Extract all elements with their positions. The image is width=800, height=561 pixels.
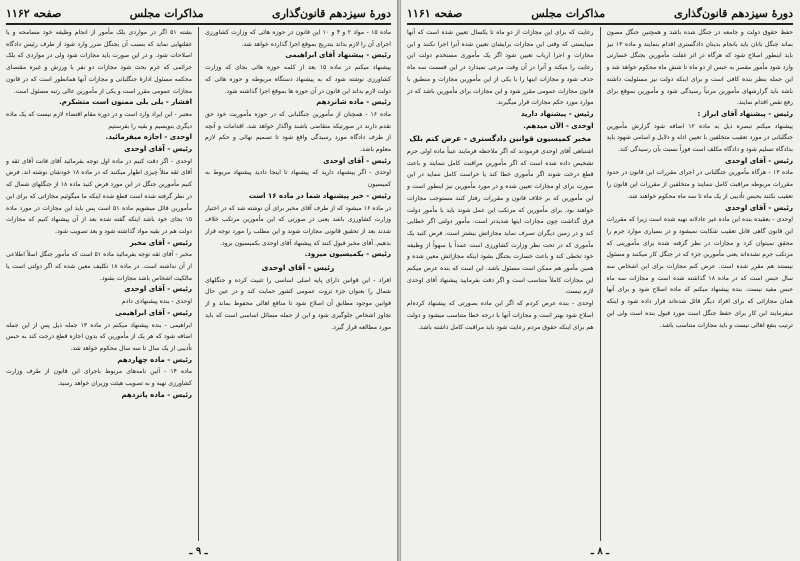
section-heading: مخبر کمیسیون قوانین دادگستری - عرض کنم بلک	[409, 134, 592, 144]
right-column-divider	[600, 27, 601, 541]
left-page-header	[6, 3, 391, 25]
left-columns	[6, 27, 391, 541]
speaker-line: رئیس - پیشنهاد آقای ابراز :	[697, 109, 793, 118]
speaker-line: رئیس - آقای اوحدی	[124, 145, 192, 154]
paragraph: در ماده ۱۶ میشود که از طرف آقای مخبر برای آن نوشته شد که در اختیار وزارت کشاورزی باشد یعنی در صورتی که این مأمورین مرتکب خلاف شدند بعد از تحقیق قانونی مجازات شوند و این مطلب را مورد توجه قرار بدهیم. آقای مخبر قبول کنند که پیشنهاد آقای اوحدی بکمیسیون برود.	[205, 204, 391, 247]
speaker-line: رئیس - بکمیسیون میرود.	[304, 250, 391, 259]
speaker-line: رئیس - ماده چهاردهم	[117, 355, 192, 364]
speaker-line: اوحدی - اجازه میفرمائید.	[105, 133, 192, 142]
right-column-left	[407, 27, 594, 541]
paragraph: اوحدی - اگر پیشنهاد دارید که پیشنهاد تا اینجا دادید پیشنهاد مربوط به کمیسیون	[205, 169, 391, 189]
right-columns	[407, 27, 793, 541]
paragraph: ماده ۱۴ - آئین نامه‌های مربوط باجرای این قانون از طرف وزارت کشاورزی تهیه و به تصویب هیئت وزیران خواهد رسید.	[6, 368, 192, 388]
paragraph: اوحدی - بعقیده بنده این ماده غیر عادلانه تهیه شده است زیرا که مقررات این قانون گاهی قابل تعقیب شکایت نمیشود و در بسیاری موارد جرم را محقق نمیتوان کرد و مجازات در نظر گرفته شده برای مأمورینی که مرتکب جرم نشده‌اند یعنی مأمورین جزء که در جنگل کار میکنند و مسئول نیستند هم مقرر شده است. عرض کنم مجازات برای این اشخاص سه سال حبس است که در ماده ۱۸ گذاشته شده است و مجازات سه ماه حبس مفید نیست. بنده پیشنهاد میکنم که ماده اصلاح شود و برای آنها همان مجازاتی که برای افراد دیگر قائل شده‌اند قرار داده شود و اینکه میفرمایند این کار برای حفظ جنگل است مورد قبول بنده است ولی این ترتیب بنفع اهالی نیست و باید مجازات متناسب باشد.	[606, 216, 793, 329]
paragraph: بشته ۵۱ اگر در مواردی بلک مأمور از انجام وظیفه خود مسامحه و یا غفلتهایی نماید که بسبب آن بجنگل ضرر وارد شود از طرف رئیس دادگاه اصلاحات شود. و در این صورت باید مجازات شود ولی در مواردی که بلک جرائمی که غرم بحث شود مجازات دو نفر با ورزش و غیره مقتصای محکمه مسئول ادارهٔ جنگلبانی و مجازات آنها همانطور است که در قانون مجازات عمومی مقرر است و یکی از مأمورین عالی رتبه مسئول است.	[6, 29, 192, 95]
left-page	[0, 0, 398, 561]
left-column-left	[6, 27, 192, 541]
paragraph: ابراهیمی - بنده پیشنهاد میکنم در ماده ۱۳ جمله ذیل پس از این جمله اضافه شود که هر یک از مأمورین که بدون اجازه قطع درخت کند به حبس تأدیبی از یک سال تا سه سال محکوم خواهد شد.	[6, 321, 192, 352]
right-page	[401, 0, 799, 561]
right-page-header	[407, 3, 793, 25]
right-column-right	[607, 27, 794, 541]
speaker-line: اوحدی - الآن میدهم.	[523, 121, 594, 130]
paragraph: اوحدی - بنده عرض کردم که اگر این ماده بصورتی که پیشنهاد کرده‌ام اصلاح شود بهتر است و مجازات آنها با درجه خطا متناسب میشود و دولت هم برای اینکه حقوق مردم رعایت شود باید مراقبت کامل داشته باشد.	[407, 300, 594, 331]
paragraph: ماده ۱۵ - مواد ۲ و ۴ و ۱۰ این قانون در حوزه هائی که وزارت کشاورزی اجرای آن را لازم بداند بتدریج بموقع اجرا گذارده خواهد شد.	[205, 29, 391, 48]
speaker-line: افشار - بلی بلی ممنون است متشکرم.	[59, 98, 192, 107]
paragraph: ماده ۱۶ - همچنان از مأمورین جنگلبانی که در حوزه مأموریت خود حق تقدم دارند در صورتیکه متقاضی باشند واگذار خواهد شد. اقدامات و آنچه از طرف دادگاه مورد رسیدگی واقع شود تا تصمیم نهائی و حکم لازم معلوم باشد.	[205, 110, 391, 154]
speaker-line: رئیس - پیشنهاد آقای ابراهیمی	[285, 51, 391, 60]
paragraph: اوحدی - اگر دقت کنیم در ماده اول توجه بفرمائید آقای قانت آقای ثقه و آقای ثقه مثلاً چیزی اظهار میکنند که در ماده ۱۸ خودشان نوشته اند. فرض کنیم مأمورین جنگل در این مورد فرض کنید ماده ۱۸ از جنگلهای شمال که در نظر گرفته شده است قطع شده اینکه ما میگوئیم مجازاتی که برای این مأمورین قائل میشویم ماده ۵۱ است پس باید این مجازات در مورد ماده ۱۵ بجای خود باشد اینکه گفته شده بعد از آن پیشنهاد کنیم که مجازات دولت هم در بقیه مواد گذاشته شود و بعد تصویب شود.	[6, 157, 192, 235]
right-center-title: مذاکرات مجلس	[531, 6, 606, 20]
left-column-divider	[198, 27, 199, 541]
speaker-line: رئیس - آقای ابراهیمی	[115, 308, 192, 317]
speaker-line: رئیس - آقای اوحدی	[725, 203, 793, 212]
left-running-title: دورهٔ سیزدهم قانون‌گذاری	[272, 6, 391, 20]
left-page-number: صفحه ۱۱۶۲	[6, 6, 62, 20]
paragraph: افراد - این قوانین دارای پایه اصلی اساسی را تثبیت کرده و جنگلهای شمال را بعنوان جزء ثروت عمومی کشور حمایت کند و در عین حال قوانین موجود مطابق آن اصلاح شود تا منافع اهالی محفوظ بماند و از تجاوز اشخاص جلوگیری شود و این از جمله مسائل اساسی است که باید مورد مطالعه قرار گیرد.	[205, 276, 391, 331]
left-column-right	[205, 27, 391, 541]
paragraph: مخبر - آقای ثقه توجه بفرمائید ماده ۵۱ است که مأمور جنگل اصلاً اطلاعی از آن نداشته است. در ماده ۱۸ تکلیف معین شده که اگر دولتی است یا مالکیت اشخاص باشد مجازات بشود.	[6, 251, 192, 282]
paragraph: پیشنهاد میکنم تبصره ذیل به ماده ۱۲ اضافه شود گزارش مأمورین جنگلبانی در مورد تعقیب متخلفین با تعیین ادله و دلایل و اسامی شهود باید بدادگاه تسلیم شود و دادگاه مکلف است فوراً نسبت بآن رسیدگی کند.	[606, 122, 793, 154]
paragraph: معتبر - این ایراد وارد است و در دوره مقام اقتضاء لازم نیست که یک ماده دیگری بنویسیم و بقیه را بفرستیم	[6, 110, 192, 130]
paragraph: اشتباهی آقای اوحدی فرمودند که اگر ملاحظه فرمایند عیناً ماده اولی جرم تشخیص داده شده است که اگر مأمورین مراقبت کامل ننمایند و باعث قطع درخت شوند اگر مأموری خطا کند یا حراست کامل ننماید در این صورت برای او مجازات تعیین شده و در مورد مأمورین نیز اینطور است و این مأمورین که بر خلاف قانون و مقررات رفتار کنند مستوجب مجازات خواهند بود. برای مأمورین که مرتکب این عمل شوند باید با مأمور دولت فرق گذاشت چون مجازات اینها شدیدتر است. مأمور دولتی اگر خطایی کند و در زمین دیگران تصرف نماید مجازاتش بیشتر است. فرض کنید یک مأموری که در تحت نظر وزارت کشاورزی است عمداً یا سهواً از وظیفه خود تخطی کند و باعث خسارت بجنگل بشود اینکه مجازاتش معین شده و همین مأمور هم ممکن است مسئول باشد. این است که بنده عرض میکنم این مجازات کاملاً متناسب است و اگر دقت بفرمایید پیشنهاد آقای اوحدی لازم نیست.	[407, 148, 594, 296]
speaker-line: رئیس - آقای اوحدی	[323, 156, 391, 165]
left-folio: ـ ۹ ـ	[189, 546, 208, 557]
speaker-line: رئیس - ماده شانزدهم	[316, 98, 391, 107]
paragraph: حفظ حقوق دولت و جامعه در جنگل شده باشد و همچنین جنگل مصون بماند جنگل بانان باید بانجام بدینان دادگستری اقدام بنمایند و ماده ۱۳ نیز باید اینطور اصلاح شود که هرگاه در اثر غفلت مأمورین بجنگل خسارتی وارد شود مأمور مقصر به حبس از دو ماه تا شش ماه محکوم خواهد شد و این جمله بنظر بنده کافی است و برای اینکه دولت نیز مسئولیت داشته باشد باید گزارشهای مأمورین مرتباً رسیدگی شود و مأمورین بموقع برای رفع نقص اقدام نمایند.	[606, 29, 793, 107]
right-page-number: صفحه ۱۱۶۱	[407, 6, 463, 20]
paragraph: اوحدی - بنده پیشنهادی دادم	[121, 298, 192, 306]
paragraph: رعایت که برای این مجازات از دو ماه تا یکسال تعیین شده است که آنها میبایستی که وقتی این مجازات برایشان تعیین شده آنرا اجرا نکنند و این مجازات و اجرا ارباب تعیین شود اگر یک مأموری مستخدم دولت این رعایت را میکند و آنرا در آن وقت مرعی نمیدارد در این قسمت سه ماه حذف شود و مجازات اینها را با یکی از این مأمورین مجازات و منطبق با قانون مجازات عمومی مقرر شود و این مجازات برای مأمورین باشد که در موارد مورد حکم مجازات قرار میگیرند.	[407, 29, 594, 107]
speaker-line: رئیس - پیشنهاد دارید	[520, 109, 594, 118]
right-running-title: دورهٔ سیزدهم قانون‌گذاری	[674, 6, 793, 20]
speaker-line: رئیس - آقای اوحدی	[725, 156, 793, 165]
speaker-line: رئیس - آقای مخبر	[129, 238, 192, 247]
right-folio: ـ ۸ ـ	[590, 546, 610, 557]
left-center-title: مذاکرات مجلس	[129, 6, 204, 20]
speaker-line: رئیس - آقای اوحدی	[124, 285, 192, 294]
paragraph: پیشنهاد میکنم در ماده ۱۵ بعد از کلمه حوزه هائی بجای که وزارت کشاورزی نوشته شود که به پیشنهاد دستگاه مربوطه و حوزه هائی که دولت لازم بداند این قانون در آن حوزه ها بموقع اجرا گذاشته شود.	[205, 64, 391, 95]
speaker-line: رئیس - خیر پیشنهاد شما در ماده ۱۶ است	[248, 191, 391, 200]
paragraph: ماده ۱۳ - هرگاه مأمورین جنگلبانی در اجرای مقررات این قانون در حدود مقررات مربوطه مراقبت کامل ننمایند و متخلفین از مقررات این قانون را تعقیب نکنند بحبس تأدیبی از یک ماه تا سه ماه محکوم خواهند شد.	[606, 169, 793, 200]
section-heading: رئیس - آقای اوحدی	[261, 263, 335, 273]
speaker-line: رئیس - ماده پانزدهم	[121, 390, 192, 399]
